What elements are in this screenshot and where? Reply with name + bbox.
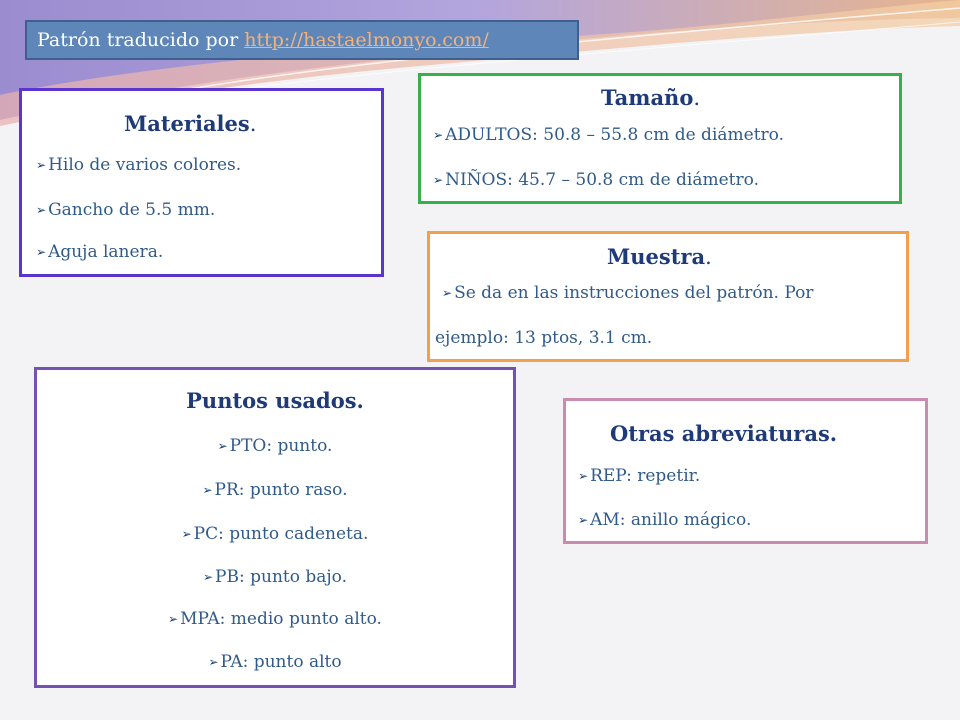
bullet-arrow-icon: ➢	[202, 483, 213, 497]
materiales-item-hilo: ➢ Hilo de varios colores.	[36, 155, 242, 175]
puntos-item-pa: ➢ PA: punto alto	[208, 652, 342, 672]
tamano-title: Tamaño.	[601, 85, 701, 110]
materiales-item-gancho: ➢ Gancho de 5.5 mm.	[36, 200, 216, 220]
bullet-arrow-icon: ➢	[36, 245, 47, 259]
tamano-item-ninos: ➢ NIÑOS: 45.7 – 50.8 cm de diámetro.	[433, 170, 759, 190]
puntos-item-pc: ➢ PC: punto cadeneta.	[181, 524, 369, 544]
materiales-item-aguja: ➢ Aguja lanera.	[36, 242, 164, 262]
bullet-arrow-icon: ➢	[168, 612, 179, 626]
otras-title: Otras abreviaturas.	[610, 421, 838, 446]
puntos-item-mpa: ➢ MPA: medio punto alto.	[168, 609, 382, 629]
otras-item-rep: ➢ REP: repetir.	[578, 466, 701, 486]
otras-item-am: ➢ AM: anillo mágico.	[578, 510, 752, 530]
source-link[interactable]: http://hastaelmonyo.com/	[244, 29, 489, 51]
muestra-title: Muestra.	[607, 244, 712, 269]
puntos-item-pto: ➢ PTO: punto.	[217, 436, 333, 456]
tamano-item-adultos: ➢ ADULTOS: 50.8 – 55.8 cm de diámetro.	[433, 125, 784, 145]
muestra-box	[427, 231, 909, 362]
translation-credit-banner	[25, 20, 579, 60]
muestra-text-line1: ➢ Se da en las instrucciones del patrón. Por	[442, 283, 814, 303]
puntos-item-pr: ➢ PR: punto raso.	[202, 480, 348, 500]
bullet-arrow-icon: ➢	[202, 570, 214, 584]
bullet-arrow-icon: ➢	[578, 469, 589, 483]
muestra-text-line2: ejemplo: 13 ptos, 3.1 cm.	[435, 328, 653, 348]
bullet-arrow-icon: ➢	[578, 513, 589, 527]
otras-abreviaturas-box	[563, 398, 928, 544]
bullet-arrow-icon: ➢	[181, 527, 192, 541]
bullet-arrow-icon: ➢	[433, 128, 444, 142]
bullet-arrow-icon: ➢	[217, 439, 228, 453]
bullet-arrow-icon: ➢	[208, 655, 219, 669]
puntos-title: Puntos usados.	[186, 388, 364, 413]
tamano-box	[418, 73, 902, 204]
credit-text: Patrón traducido por	[37, 29, 245, 51]
materiales-box	[19, 88, 384, 277]
bullet-arrow-icon: ➢	[36, 203, 47, 217]
bullet-arrow-icon: ➢	[442, 286, 453, 300]
bullet-arrow-icon: ➢	[433, 173, 444, 187]
bullet-arrow-icon: ➢	[36, 158, 47, 172]
puntos-item-pb: ➢ PB: punto bajo.	[202, 567, 347, 587]
materiales-title: Materiales.	[124, 111, 257, 136]
puntos-usados-box	[34, 367, 516, 688]
